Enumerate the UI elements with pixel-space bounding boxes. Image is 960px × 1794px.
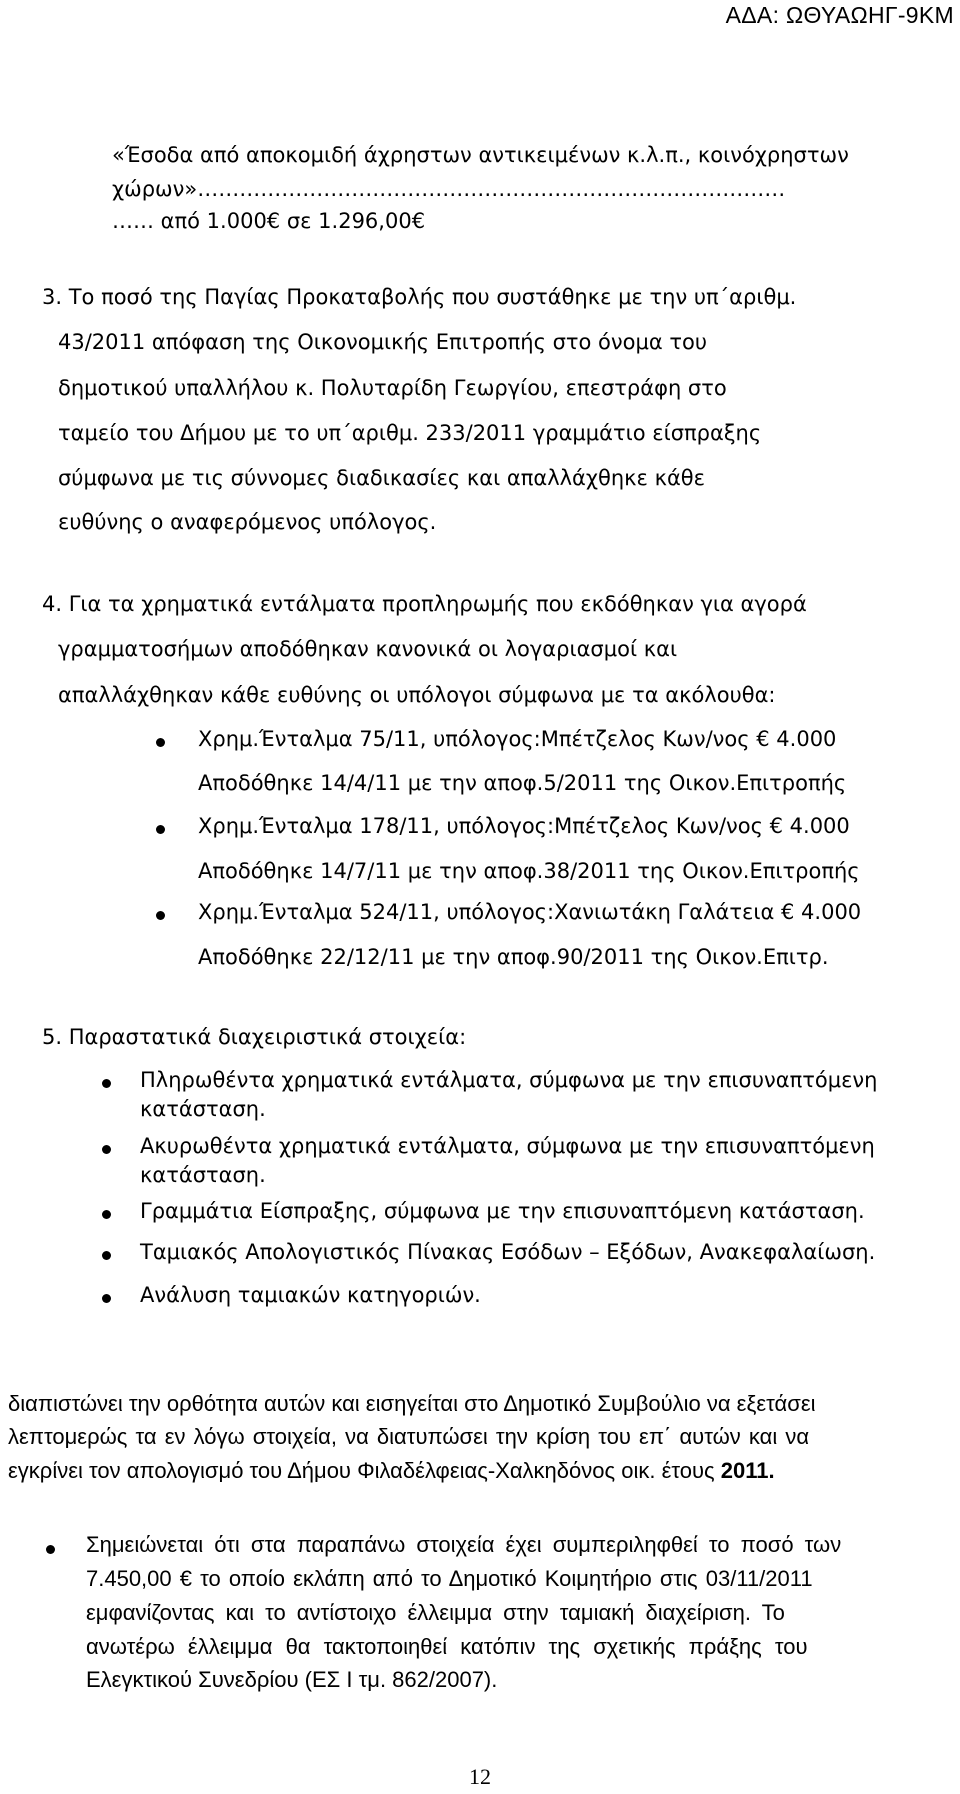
conclusion-line: διαπιστώνει την ορθότητα αυτών και εισηγείται στο Δημοτικό Συμβούλιο να εξετάσει	[8, 1391, 816, 1416]
bullet-icon	[102, 1145, 111, 1154]
item5-title: 5. Παραστατικά διαχειριστικά στοιχεία:	[42, 1025, 467, 1049]
item4-line: 4. Για τα χρηματικά εντάλματα προπληρωμής που εκδόθηκαν για αγορά	[42, 592, 807, 616]
voucher-line: Χρημ.Ένταλμα 524/11, υπόλογος:Χανιωτάκη Γαλάτεια € 4.000	[198, 900, 862, 924]
item3-line: σύμφωνα με τις σύννομες διαδικασίες και απαλλάχθηκε κάθε	[58, 466, 706, 490]
conclusion-line	[8, 1458, 775, 1484]
fiscal-year: 2011.	[720, 1458, 775, 1483]
item3-line: 43/2011 απόφαση της Οικονομικής Επιτροπής στο όνομα του	[58, 330, 708, 354]
ada-code: ΑΔΑ: ΩΘΥΑΩΗΓ-9ΚΜ	[725, 2, 954, 28]
intro-line-1: «Έσοδα από αποκομιδή άχρηστων αντικειμένων κ.λ.π., κοινόχρηστων	[112, 143, 849, 167]
note-line: Σημειώνεται ότι στα παραπάνω στοιχεία έχει συμπεριληφθεί το ποσό των	[86, 1532, 842, 1557]
bullet-icon	[102, 1251, 111, 1260]
note-line: Ελεγκτικού Συνεδρίου (ΕΣ Ι τμ. 862/2007).	[86, 1667, 498, 1692]
document-item: Ακυρωθέντα χρηματικά εντάλματα, σύμφωνα με την επισυναπτόμενη	[140, 1134, 875, 1158]
bullet-icon	[102, 1079, 111, 1088]
note-line: ανωτέρω έλλειμμα θα τακτοποιηθεί κατόπιν της σχετικής πράξης του	[86, 1634, 808, 1659]
intro-line-3: …… από 1.000€ σε 1.296,00€	[112, 209, 426, 233]
conclusion-line: λεπτομερώς τα εν λόγω στοιχεία, να διατυπώσει την κρίση του επ΄ αυτών και να	[8, 1424, 810, 1449]
item3-line: 3. Το ποσό της Παγίας Προκαταβολής που συστάθηκε με την υπ΄αριθμ.	[42, 285, 797, 309]
document-item: Ταμιακός Απολογιστικός Πίνακας Εσόδων – Εξόδων, Ανακεφαλαίωση.	[140, 1240, 876, 1264]
bullet-icon	[102, 1294, 111, 1303]
document-item: Πληρωθέντα χρηματικά εντάλματα, σύμφωνα με την επισυναπτόμενη	[140, 1068, 878, 1092]
item4-line: γραμματοσήμων αποδόθηκαν κανονικά οι λογαριασμοί και	[58, 637, 678, 661]
bullet-icon	[46, 1545, 55, 1554]
item4-line: απαλλάχθηκαν κάθε ευθύνης οι υπόλογοι σύμφωνα με τα ακόλουθα:	[58, 683, 776, 707]
document-item-cont: κατάσταση.	[140, 1097, 266, 1121]
document-item-cont: κατάσταση.	[140, 1163, 266, 1187]
bullet-icon	[102, 1210, 111, 1219]
bullet-icon	[156, 911, 165, 920]
note-line: 7.450,00 € το οποίο εκλάπη από το Δημοτικό Κοιμητήριο στις 03/11/2011	[86, 1566, 813, 1591]
intro-line-2: χώρων»…………………………………………………………………………	[112, 177, 786, 201]
item3-line: ταμείο του Δήμου με το υπ΄αριθμ. 233/2011 γραμμάτιο είσπραξης	[58, 421, 762, 445]
voucher-line: Χρημ.Ένταλμα 75/11, υπόλογος:Μπέτζελος Κων/νος € 4.000	[198, 727, 837, 751]
item3-line: ευθύνης ο αναφερόμενος υπόλογος.	[58, 510, 437, 534]
document-item: Γραμμάτια Είσπραξης, σύμφωνα με την επισυναπτόμενη κατάσταση.	[140, 1199, 865, 1223]
bullet-icon	[156, 825, 165, 834]
voucher-return-line: Αποδόθηκε 22/12/11 με την αποφ.90/2011 της Οικον.Επιτρ.	[198, 945, 829, 969]
note-line: εμφανίζοντας και το αντίστοιχο έλλειμμα στην ταμιακή διαχείριση. Το	[86, 1600, 785, 1625]
item3-line: δημοτικού υπαλλήλου κ. Πολυταρίδη Γεωργίου, επεστράφη στο	[58, 376, 727, 400]
conclusion-text: εγκρίνει τον απολογισμό του Δήμου Φιλαδέλφειας-Χαλκηδόνος οικ. έτους	[8, 1458, 721, 1483]
page-number: 12	[469, 1764, 491, 1789]
voucher-line: Χρημ.Ένταλμα 178/11, υπόλογος:Μπέτζελος Κων/νος € 4.000	[198, 814, 850, 838]
bullet-icon	[156, 738, 165, 747]
voucher-return-line: Αποδόθηκε 14/4/11 με την αποφ.5/2011 της Οικον.Επιτροπής	[198, 771, 847, 795]
voucher-return-line: Αποδόθηκε 14/7/11 με την αποφ.38/2011 της Οικον.Επιτροπής	[198, 859, 860, 883]
document-item: Ανάλυση ταμιακών κατηγοριών.	[140, 1283, 481, 1307]
